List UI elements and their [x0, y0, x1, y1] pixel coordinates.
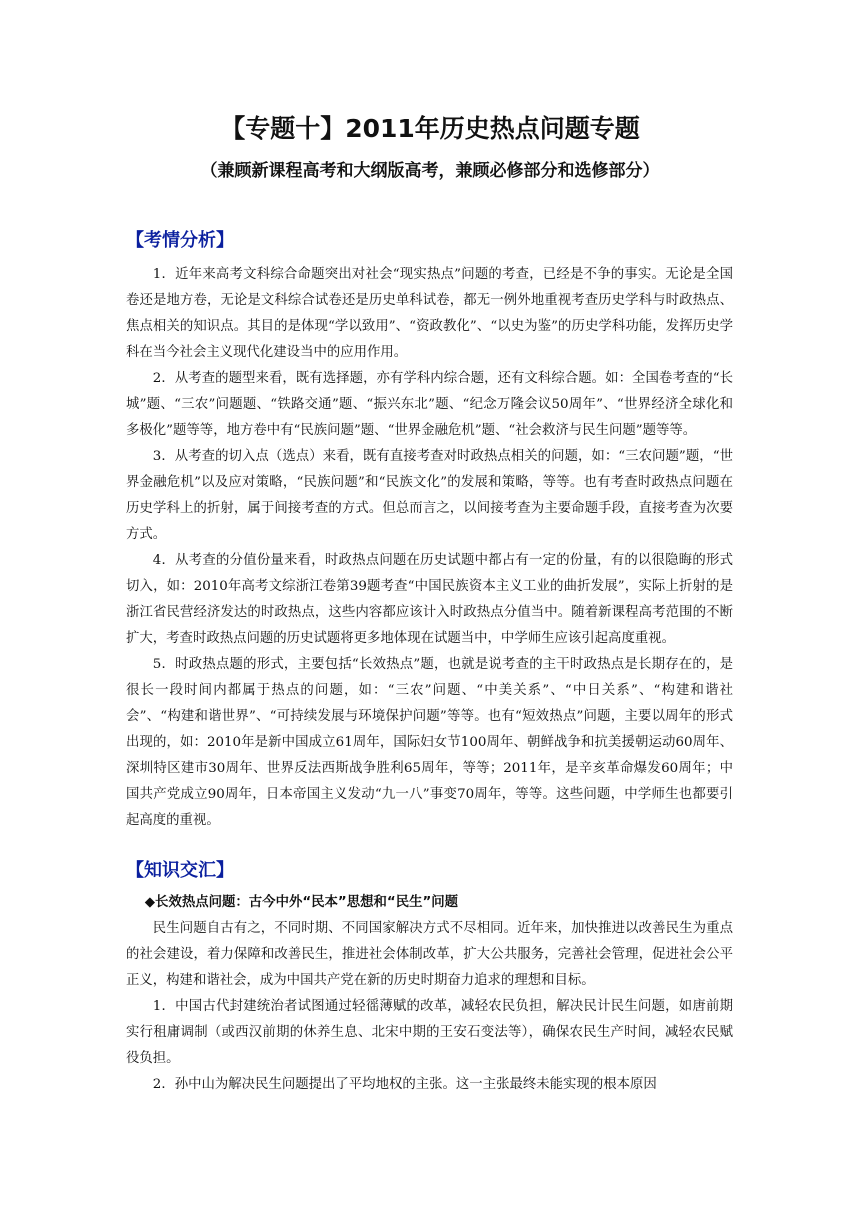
paragraph: 2．从考查的题型来看，既有选择题，亦有学科内综合题，还有文科综合题。如：全国卷考查的“长城”题、“三农”问题题、“铁路交通”题、“振兴东北”题、“纪念万隆会议50周年”、“世界经济全球化和多极化”题等等，地方卷中有“民族问题”题、“世界金融危机”题、“社会救济与民生问题”题等等。 — [126, 371, 733, 438]
paragraph: 3．从考查的切入点（选点）来看，既有直接考查对时政热点相关的问题，如：“三农问题”题，“世界金融危机”以及应对策略，“民族问题”和“民族文化”的发展和策略，等等。也有考查时政热点问题在历史学科上的折射，属于间接考查的方式。但总而言之，以间接考查为主要命题手段，直接考查为次要方式。 — [126, 449, 733, 542]
document-title: 【专题十】2011年历史热点问题专题 — [220, 114, 640, 143]
paragraph: 1．中国古代封建统治者试图通过轻徭薄赋的改革，减轻农民负担，解决民计民生问题，如唐前期实行租庸调制（或西汉前期的休养生息、北宋中期的王安石变法等），确保农民生产时间，减轻农民赋役负担。 — [126, 999, 733, 1066]
paragraph: 4．从考查的分值份量来看，时政热点问题在历史试题中都占有一定的份量，有的以很隐晦的形式切入，如：2010年高考文综浙江卷第39题考查“中国民族资本主义工业的曲折发展”，实际上折射的是浙江省民营经济发达的时政热点，这些内容都应该计入时政热点分值当中。随着新课程高考范围的不断扩大，考查时政热点问题的历史试题将更多地体现在试题当中，中学师生应该引起高度重视。 — [126, 553, 733, 646]
section-heading-exam-analysis: 【考情分析】 — [126, 230, 234, 251]
knowledge-body — [126, 890, 733, 1098]
topic-subheading: ◆长效热点问题：古今中外“民本”思想和“民生”问题 — [144, 895, 459, 910]
paragraph: 1．近年来高考文科综合命题突出对社会“现实热点”问题的考查，已经是不争的事实。无论是全国卷还是地方卷，无论是文科综合试卷还是历史单科试卷，都无一例外地重视考查历史学科与时政热点、焦点相关的知识点。其目的是体现“学以致用”、“资政教化”、“以史为鉴”的历史学科功能，发挥历史学科在当今社会主义现代化建设当中的应用作用。 — [126, 267, 733, 360]
paragraph: 2．孙中山为解决民生问题提出了平均地权的主张。这一主张最终未能实现的根本原因 — [152, 1077, 657, 1092]
section-heading-knowledge: 【知识交汇】 — [126, 860, 234, 881]
exam-analysis-body — [126, 262, 733, 834]
paragraph: 民生问题自古有之，不同时期、不同国家解决方式不尽相同。近年来，加快推进以改善民生为重点的社会建设，着力保障和改善民生，推进社会体制改革，扩大公共服务，完善社会管理，促进社会公平正义，构建和谐社会，成为中国共产党在新的历史时期奋力追求的理想和目标。 — [126, 921, 733, 988]
paragraph: 5．时政热点题的形式，主要包括“长效热点”题，也就是说考查的主干时政热点是长期存在的，是很长一段时间内都属于热点的问题，如：“三农”问题、“中美关系”、“中日关系”、“构建和谐社会”、“构建和谐世界”、“可持续发展与环境保护问题”等等。也有“短效热点”问题，主要以周年的形式出现的，如：2010年是新中国成立61周年，国际妇女节100周年、朝鲜战争和抗美援朝运动60周年、深圳特区建市30周年、世界反法西斯战争胜利65周年，等等；2011年，是辛亥革命爆发60周年；中国共产党成立90周年，日本帝国主义发动“九一八”事变70周年，等等。这些问题，中学师生也都要引起高度的重视。 — [126, 657, 733, 828]
document-subtitle: （兼顾新课程高考和大纲版高考，兼顾必修部分和选修部分） — [200, 161, 660, 181]
